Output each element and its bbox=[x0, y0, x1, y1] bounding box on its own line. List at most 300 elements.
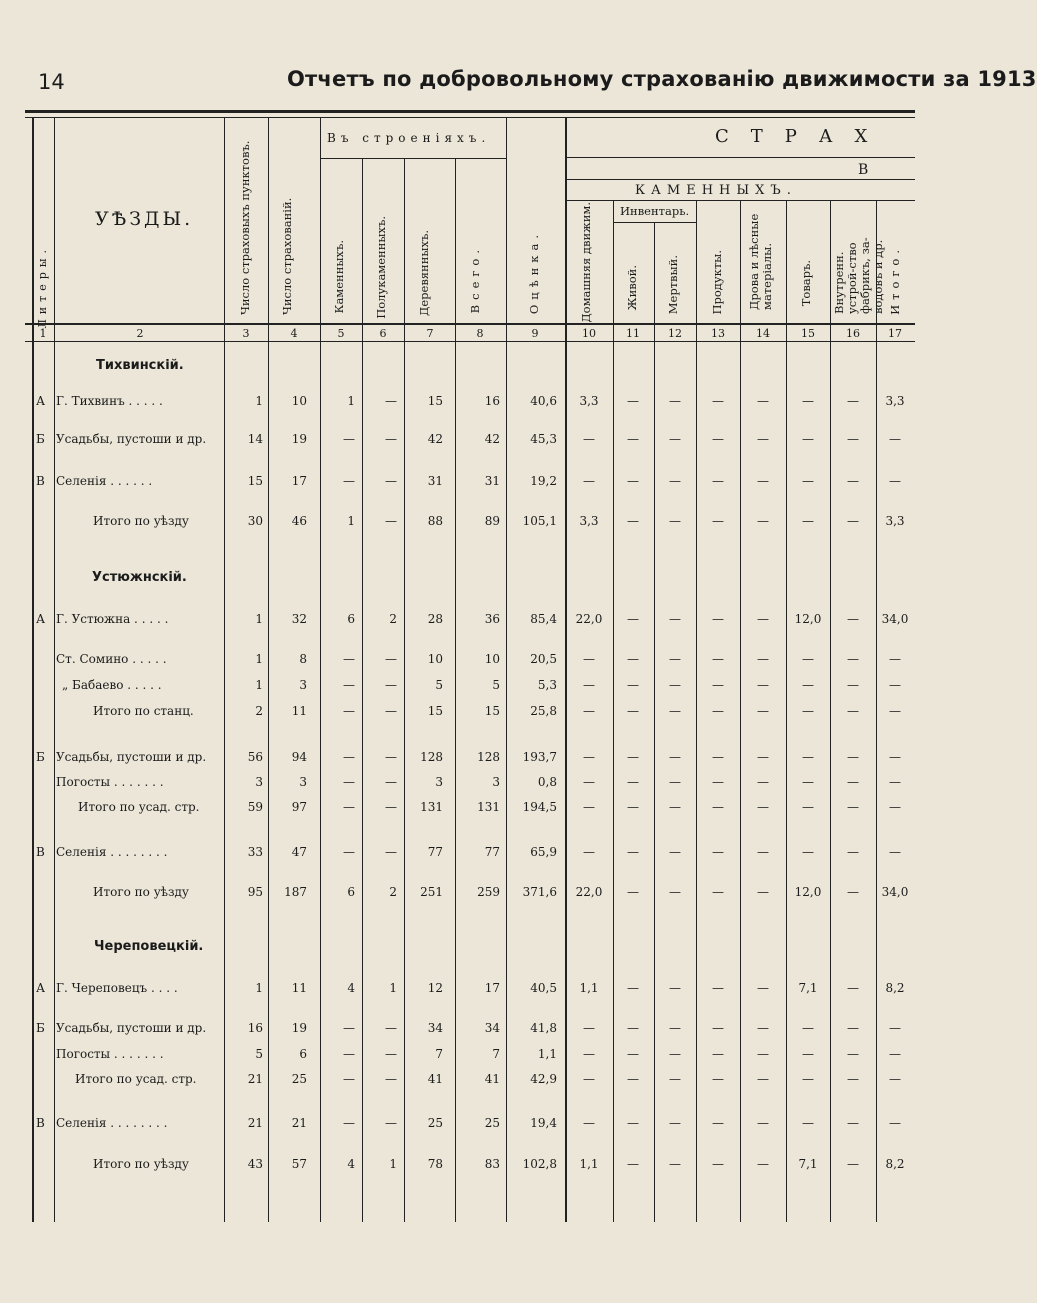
cell-c13: — bbox=[712, 652, 724, 666]
cell-c17: 3,3 bbox=[885, 394, 905, 408]
cell-c7: 31 bbox=[427, 474, 443, 488]
cell-c9: 19,4 bbox=[530, 1116, 557, 1130]
cell-c15: 12,0 bbox=[794, 885, 822, 899]
cell-c7: 3 bbox=[435, 775, 443, 789]
cell-c5: — bbox=[343, 1116, 355, 1130]
cell-c14: — bbox=[757, 612, 769, 626]
cell-c12: — bbox=[669, 514, 681, 528]
cell-c9: 102,8 bbox=[522, 1157, 557, 1171]
cell-c10: — bbox=[583, 750, 595, 764]
cell-c14: — bbox=[757, 394, 769, 408]
cell-c7: 15 bbox=[427, 394, 443, 408]
cell-c17: — bbox=[889, 474, 901, 488]
cell-c3: 33 bbox=[247, 845, 263, 859]
vrule bbox=[696, 200, 697, 1222]
cell-c17: — bbox=[889, 800, 901, 814]
header-col1: Литеры. bbox=[36, 245, 49, 329]
cell-c11: — bbox=[627, 652, 639, 666]
cell-c15: — bbox=[802, 750, 814, 764]
cell-c10: 3,3 bbox=[579, 514, 599, 528]
cell-c11: — bbox=[627, 800, 639, 814]
cell-c6: — bbox=[385, 750, 397, 764]
cell-c11: — bbox=[627, 612, 639, 626]
cell-c11: — bbox=[627, 1021, 639, 1035]
cell-c15: — bbox=[802, 1021, 814, 1035]
row-letter: А bbox=[36, 394, 46, 408]
cell-c7: 131 bbox=[420, 800, 443, 814]
cell-c15: — bbox=[802, 1047, 814, 1061]
cell-c5: — bbox=[343, 775, 355, 789]
cell-c12: — bbox=[669, 800, 681, 814]
cell-c12: — bbox=[669, 652, 681, 666]
cell-c8: 7 bbox=[492, 1047, 500, 1061]
cell-c8: 131 bbox=[477, 800, 500, 814]
cell-c9: 65,9 bbox=[530, 845, 557, 859]
cell-c15: — bbox=[802, 775, 814, 789]
cell-c16: — bbox=[847, 432, 859, 446]
cell-c11: — bbox=[627, 1157, 639, 1171]
cell-c15: — bbox=[802, 845, 814, 859]
cell-c14: — bbox=[757, 1072, 769, 1086]
cell-c5: — bbox=[343, 800, 355, 814]
cell-c14: — bbox=[757, 885, 769, 899]
cell-c8: 41 bbox=[484, 1072, 500, 1086]
row-label: Усадьбы, пустоши и др. bbox=[56, 432, 207, 446]
column-number: 9 bbox=[531, 327, 539, 340]
cell-c15: — bbox=[802, 394, 814, 408]
row-label: Итого по уѣзду bbox=[93, 885, 189, 899]
header-col3: Число страховыхъ пунктовъ. bbox=[238, 140, 252, 315]
cell-c7: 28 bbox=[427, 612, 443, 626]
cell-c10: — bbox=[583, 1116, 595, 1130]
cell-c16: — bbox=[847, 1047, 859, 1061]
header-col12: Мертвый. bbox=[666, 255, 680, 315]
vrule bbox=[740, 200, 741, 1222]
cell-c16: — bbox=[847, 750, 859, 764]
cell-c11: — bbox=[627, 750, 639, 764]
cell-c3: 15 bbox=[247, 474, 263, 488]
cell-c16: — bbox=[847, 612, 859, 626]
vrule bbox=[506, 117, 507, 1222]
vrule bbox=[455, 158, 456, 1222]
header-group-insured: СТРАХ bbox=[715, 126, 890, 147]
cell-c16: — bbox=[847, 981, 859, 995]
cell-c8: 16 bbox=[484, 394, 500, 408]
cell-c8: 34 bbox=[484, 1021, 500, 1035]
cell-c10: — bbox=[583, 800, 595, 814]
cell-c10: 1,1 bbox=[579, 981, 599, 995]
cell-c17: — bbox=[889, 1021, 901, 1035]
cell-c11: — bbox=[627, 845, 639, 859]
cell-c5: — bbox=[343, 678, 355, 692]
cell-c17: — bbox=[889, 1116, 901, 1130]
cell-c11: — bbox=[627, 678, 639, 692]
cell-c12: — bbox=[669, 1047, 681, 1061]
cell-c9: 371,6 bbox=[522, 885, 557, 899]
vrule bbox=[320, 117, 321, 1222]
cell-c13: — bbox=[712, 1116, 724, 1130]
cell-c13: — bbox=[712, 514, 724, 528]
header-group-inventory: Инвентарь. bbox=[620, 204, 690, 218]
cell-c10: — bbox=[583, 678, 595, 692]
cell-c14: — bbox=[757, 981, 769, 995]
section-title: Череповецкій. bbox=[94, 939, 204, 954]
cell-c5: 6 bbox=[347, 612, 355, 626]
cell-c4: 57 bbox=[291, 1157, 307, 1171]
cell-c6: — bbox=[385, 1116, 397, 1130]
cell-c4: 11 bbox=[291, 704, 307, 718]
cell-c14: — bbox=[757, 775, 769, 789]
cell-c11: — bbox=[627, 474, 639, 488]
cell-c5: 4 bbox=[347, 1157, 355, 1171]
cell-c11: — bbox=[627, 775, 639, 789]
header-col9: Оцѣнка. bbox=[527, 230, 541, 315]
cell-c4: 25 bbox=[291, 1072, 307, 1086]
cell-c10: 22,0 bbox=[575, 885, 603, 899]
vrule bbox=[830, 200, 831, 1222]
cell-c11: — bbox=[627, 1072, 639, 1086]
column-number: 10 bbox=[582, 327, 596, 340]
cell-c4: 6 bbox=[299, 1047, 307, 1061]
cell-c17: — bbox=[889, 678, 901, 692]
cell-c15: 7,1 bbox=[798, 1157, 818, 1171]
row-label: Итого по усад. стр. bbox=[78, 800, 200, 814]
cell-c3: 1 bbox=[255, 394, 263, 408]
cell-c6: — bbox=[385, 394, 397, 408]
cell-c17: 34,0 bbox=[881, 885, 909, 899]
cell-c5: 1 bbox=[347, 514, 355, 528]
cell-c3: 21 bbox=[247, 1116, 263, 1130]
cell-c6: — bbox=[385, 704, 397, 718]
cell-c12: — bbox=[669, 775, 681, 789]
cell-c8: 25 bbox=[484, 1116, 500, 1130]
vrule bbox=[786, 200, 787, 1222]
cell-c7: 251 bbox=[420, 885, 443, 899]
cell-c12: — bbox=[669, 1021, 681, 1035]
cell-c12: — bbox=[669, 394, 681, 408]
cell-c6: — bbox=[385, 1047, 397, 1061]
cell-c12: — bbox=[669, 1072, 681, 1086]
cell-c4: 19 bbox=[291, 1021, 307, 1035]
cell-c17: 34,0 bbox=[881, 612, 909, 626]
cell-c6: 2 bbox=[389, 612, 397, 626]
cell-c9: 40,5 bbox=[530, 981, 557, 995]
cell-c5: — bbox=[343, 474, 355, 488]
row-label: Погосты . . . . . . . bbox=[56, 1047, 164, 1061]
cell-c9: 40,6 bbox=[530, 394, 557, 408]
cell-c15: — bbox=[802, 474, 814, 488]
cell-c14: — bbox=[757, 652, 769, 666]
cell-c12: — bbox=[669, 885, 681, 899]
colnum-rule bbox=[25, 341, 915, 342]
row-label: Итого по уѣзду bbox=[93, 1157, 189, 1171]
cell-c8: 17 bbox=[484, 981, 500, 995]
page-title: Отчетъ по добровольному страхованію движимости за 1913 bbox=[287, 67, 1037, 91]
row-letter: В bbox=[36, 1116, 45, 1130]
cell-c12: — bbox=[669, 612, 681, 626]
cell-c6: — bbox=[385, 800, 397, 814]
cell-c4: 3 bbox=[299, 678, 307, 692]
cell-c17: — bbox=[889, 845, 901, 859]
cell-c11: — bbox=[627, 394, 639, 408]
row-letter: Б bbox=[36, 432, 45, 446]
cell-c17: — bbox=[889, 652, 901, 666]
header-col13: Продукты. bbox=[710, 250, 724, 315]
cell-c13: — bbox=[712, 845, 724, 859]
cell-c9: 41,8 bbox=[530, 1021, 557, 1035]
cell-c5: 4 bbox=[347, 981, 355, 995]
column-number: 14 bbox=[756, 327, 770, 340]
cell-c6: — bbox=[385, 432, 397, 446]
cell-c3: 2 bbox=[255, 704, 263, 718]
cell-c9: 194,5 bbox=[522, 800, 557, 814]
vrule bbox=[565, 117, 567, 1222]
cell-c7: 88 bbox=[427, 514, 443, 528]
cell-c4: 11 bbox=[291, 981, 307, 995]
cell-c15: — bbox=[802, 514, 814, 528]
cell-c8: 15 bbox=[484, 704, 500, 718]
column-number: 17 bbox=[888, 327, 902, 340]
cell-c4: 19 bbox=[291, 432, 307, 446]
cell-c15: 12,0 bbox=[794, 612, 822, 626]
cell-c9: 25,8 bbox=[530, 704, 557, 718]
cell-c14: — bbox=[757, 1157, 769, 1171]
cell-c3: 5 bbox=[255, 1047, 263, 1061]
cell-c16: — bbox=[847, 1157, 859, 1171]
cell-c7: 41 bbox=[427, 1072, 443, 1086]
cell-c16: — bbox=[847, 775, 859, 789]
cell-c11: — bbox=[627, 1047, 639, 1061]
cell-c8: 5 bbox=[492, 678, 500, 692]
cell-c12: — bbox=[669, 678, 681, 692]
cell-c16: — bbox=[847, 1072, 859, 1086]
cell-c12: — bbox=[669, 845, 681, 859]
cell-c11: — bbox=[627, 885, 639, 899]
cell-c7: 25 bbox=[427, 1116, 443, 1130]
row-label: Селенія . . . . . . . . bbox=[56, 845, 168, 859]
cell-c16: — bbox=[847, 652, 859, 666]
row-label: Погосты . . . . . . . bbox=[56, 775, 164, 789]
cell-c4: 17 bbox=[291, 474, 307, 488]
vrule bbox=[613, 200, 614, 1222]
header-col7: Деревянныхъ. bbox=[417, 230, 431, 316]
cell-c3: 43 bbox=[247, 1157, 263, 1171]
cell-c9: 105,1 bbox=[522, 514, 557, 528]
header-col2: УѢЗДЫ. bbox=[95, 208, 194, 230]
cell-c14: — bbox=[757, 750, 769, 764]
row-label: Итого по усад. стр. bbox=[75, 1072, 197, 1086]
cell-c13: — bbox=[712, 1157, 724, 1171]
cell-c11: — bbox=[627, 514, 639, 528]
cell-c8: 36 bbox=[484, 612, 500, 626]
cell-c14: — bbox=[757, 845, 769, 859]
cell-c9: 19,2 bbox=[530, 474, 557, 488]
top-rule-thin bbox=[25, 117, 915, 118]
cell-c10: 1,1 bbox=[579, 1157, 599, 1171]
column-number: 12 bbox=[668, 327, 682, 340]
cell-c16: — bbox=[847, 1021, 859, 1035]
cell-c8: 89 bbox=[484, 514, 500, 528]
row-label: Итого по уѣзду bbox=[93, 514, 189, 528]
vrule bbox=[654, 222, 655, 1222]
cell-c7: 12 bbox=[427, 981, 443, 995]
row-label: „ Бабаево . . . . . bbox=[62, 678, 162, 692]
cell-c4: 32 bbox=[291, 612, 307, 626]
cell-c3: 21 bbox=[247, 1072, 263, 1086]
cell-c3: 16 bbox=[247, 1021, 263, 1035]
cell-c7: 128 bbox=[420, 750, 443, 764]
cell-c14: — bbox=[757, 514, 769, 528]
cell-c13: — bbox=[712, 612, 724, 626]
row-label: Усадьбы, пустоши и др. bbox=[56, 1021, 207, 1035]
cell-c4: 8 bbox=[299, 652, 307, 666]
header-group-stone: КАМЕННЫХЪ. bbox=[635, 183, 797, 198]
cell-c4: 46 bbox=[291, 514, 307, 528]
cell-c13: — bbox=[712, 800, 724, 814]
cell-c4: 94 bbox=[291, 750, 307, 764]
vrule bbox=[54, 117, 55, 1222]
cell-c10: — bbox=[583, 845, 595, 859]
cell-c6: — bbox=[385, 1021, 397, 1035]
cell-c16: — bbox=[847, 514, 859, 528]
cell-c9: 45,3 bbox=[530, 432, 557, 446]
cell-c8: 128 bbox=[477, 750, 500, 764]
cell-c13: — bbox=[712, 1047, 724, 1061]
row-letter: А bbox=[36, 981, 46, 995]
cell-c12: — bbox=[669, 704, 681, 718]
column-number: 2 bbox=[136, 327, 144, 340]
section-title: Тихвинскій. bbox=[96, 358, 184, 373]
row-letter: В bbox=[36, 845, 45, 859]
column-number: 1 bbox=[39, 327, 47, 340]
header-col16: Внутренн. устрой-ство фабрикъ, за-водовъ и др. bbox=[832, 237, 885, 314]
column-number: 4 bbox=[290, 327, 298, 340]
cell-c6: 1 bbox=[389, 1157, 397, 1171]
row-letter: А bbox=[36, 612, 46, 626]
header-col10: Домашняя движим. bbox=[579, 202, 593, 323]
cell-c5: — bbox=[343, 845, 355, 859]
cell-c4: 187 bbox=[284, 885, 307, 899]
header-rule-v bbox=[565, 179, 915, 180]
header-col4: Число страхованій. bbox=[280, 197, 294, 315]
cell-c15: — bbox=[802, 1072, 814, 1086]
cell-c3: 56 bbox=[247, 750, 263, 764]
cell-c14: — bbox=[757, 1047, 769, 1061]
page-number: 14 bbox=[38, 70, 65, 94]
cell-c17: — bbox=[889, 750, 901, 764]
header-col8: Всего. bbox=[468, 245, 482, 314]
cell-c11: — bbox=[627, 981, 639, 995]
column-number: 3 bbox=[242, 327, 250, 340]
cell-c10: — bbox=[583, 1047, 595, 1061]
column-number: 5 bbox=[337, 327, 345, 340]
row-label: Селенія . . . . . . bbox=[56, 474, 153, 488]
cell-c6: 1 bbox=[389, 981, 397, 995]
cell-c14: — bbox=[757, 432, 769, 446]
cell-c9: 5,3 bbox=[537, 678, 557, 692]
cell-c13: — bbox=[712, 775, 724, 789]
cell-c5: — bbox=[343, 1047, 355, 1061]
cell-c13: — bbox=[712, 1072, 724, 1086]
cell-c3: 1 bbox=[255, 612, 263, 626]
vrule bbox=[32, 117, 34, 1222]
cell-c6: — bbox=[385, 1072, 397, 1086]
cell-c6: — bbox=[385, 652, 397, 666]
cell-c15: — bbox=[802, 678, 814, 692]
column-number: 16 bbox=[846, 327, 860, 340]
cell-c14: — bbox=[757, 1116, 769, 1130]
cell-c7: 5 bbox=[435, 678, 443, 692]
cell-c12: — bbox=[669, 981, 681, 995]
cell-c17: — bbox=[889, 1047, 901, 1061]
cell-c8: 42 bbox=[484, 432, 500, 446]
column-number: 11 bbox=[626, 327, 640, 340]
cell-c3: 1 bbox=[255, 678, 263, 692]
header-bottom-rule bbox=[25, 323, 915, 325]
vrule bbox=[404, 158, 405, 1222]
cell-c3: 14 bbox=[247, 432, 263, 446]
cell-c15: — bbox=[802, 800, 814, 814]
header-col6: Полукаменныхъ. bbox=[374, 216, 388, 319]
top-rule bbox=[25, 110, 915, 113]
row-label: Итого по станц. bbox=[93, 704, 194, 718]
cell-c6: — bbox=[385, 678, 397, 692]
cell-c7: 42 bbox=[427, 432, 443, 446]
row-label: Г. Череповецъ . . . . bbox=[56, 981, 178, 995]
cell-c14: — bbox=[757, 800, 769, 814]
column-number: 6 bbox=[379, 327, 387, 340]
cell-c10: — bbox=[583, 474, 595, 488]
section-title: Устюжнскій. bbox=[92, 570, 187, 585]
cell-c4: 3 bbox=[299, 775, 307, 789]
cell-c11: — bbox=[627, 1116, 639, 1130]
cell-c15: — bbox=[802, 432, 814, 446]
vrule bbox=[224, 117, 225, 1222]
vrule bbox=[268, 117, 269, 1222]
cell-c10: — bbox=[583, 432, 595, 446]
cell-c6: 2 bbox=[389, 885, 397, 899]
cell-c16: — bbox=[847, 474, 859, 488]
cell-c8: 10 bbox=[484, 652, 500, 666]
cell-c10: — bbox=[583, 775, 595, 789]
header-col15: Товаръ. bbox=[799, 260, 813, 307]
cell-c9: 193,7 bbox=[522, 750, 557, 764]
cell-c13: — bbox=[712, 750, 724, 764]
row-label: Усадьбы, пустоши и др. bbox=[56, 750, 207, 764]
cell-c5: — bbox=[343, 1021, 355, 1035]
header-rule-strakh bbox=[565, 157, 915, 158]
cell-c15: — bbox=[802, 704, 814, 718]
cell-c14: — bbox=[757, 1021, 769, 1035]
cell-c8: 3 bbox=[492, 775, 500, 789]
cell-c13: — bbox=[712, 885, 724, 899]
header-col17: Итого. bbox=[888, 245, 902, 315]
cell-c16: — bbox=[847, 394, 859, 408]
cell-c10: — bbox=[583, 1072, 595, 1086]
cell-c12: — bbox=[669, 750, 681, 764]
cell-c3: 3 bbox=[255, 775, 263, 789]
cell-c7: 15 bbox=[427, 704, 443, 718]
cell-c10: 3,3 bbox=[579, 394, 599, 408]
cell-c3: 1 bbox=[255, 981, 263, 995]
cell-c7: 78 bbox=[427, 1157, 443, 1171]
header-col11: Живой. bbox=[625, 265, 639, 311]
column-number: 8 bbox=[476, 327, 484, 340]
header-group-in: В bbox=[858, 162, 869, 178]
vrule bbox=[362, 158, 363, 1222]
cell-c5: — bbox=[343, 704, 355, 718]
cell-c12: — bbox=[669, 1157, 681, 1171]
